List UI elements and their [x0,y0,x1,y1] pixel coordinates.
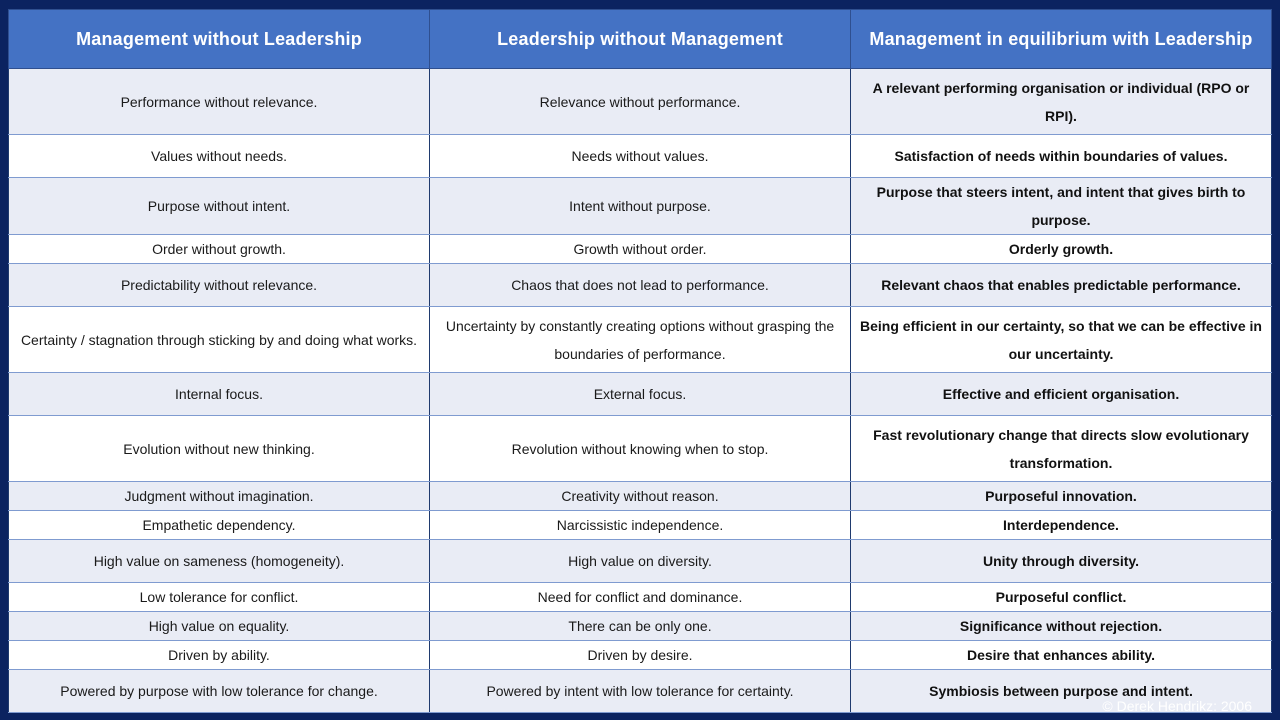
cell-equilibrium: Symbiosis between purpose and intent. [851,670,1272,713]
cell-equilibrium: Orderly growth. [851,235,1272,264]
table-row [9,135,1272,178]
cell-leadership: Relevance without performance. [430,69,851,135]
cell-equilibrium: Purpose that steers intent, and intent that gives birth to purpose. [851,178,1272,235]
cell-leadership: Growth without order. [430,235,851,264]
table-row [9,583,1272,612]
copyright-credit: © Derek Hendrikz: 2006 [1102,698,1252,714]
cell-leadership: Needs without values. [430,135,851,178]
cell-management: Driven by ability. [9,641,430,670]
table-row [9,69,1272,135]
cell-equilibrium: Unity through diversity. [851,540,1272,583]
cell-management: Predictability without relevance. [9,264,430,307]
cell-equilibrium: Interdependence. [851,511,1272,540]
cell-equilibrium: Satisfaction of needs within boundaries of values. [851,135,1272,178]
cell-leadership: There can be only one. [430,612,851,641]
table-row [9,612,1272,641]
cell-management: Low tolerance for conflict. [9,583,430,612]
header-row [9,10,1272,69]
header-management-in-equilibrium: Management in equilibrium with Leadership [851,10,1272,69]
table-row [9,511,1272,540]
cell-management: High value on sameness (homogeneity). [9,540,430,583]
table-row [9,235,1272,264]
cell-equilibrium: Being efficient in our certainty, so that we can be effective in our uncertainty. [851,307,1272,373]
header-leadership-without-management: Leadership without Management [430,10,851,69]
cell-equilibrium: Fast revolutionary change that directs slow evolutionary transformation. [851,416,1272,482]
cell-management: Certainty / stagnation through sticking by and doing what works. [9,307,430,373]
cell-equilibrium: A relevant performing organisation or individual (RPO or RPI). [851,69,1272,135]
table-row [9,670,1272,713]
table-row [9,540,1272,583]
table-row [9,482,1272,511]
cell-equilibrium: Effective and efficient organisation. [851,373,1272,416]
cell-management: Judgment without imagination. [9,482,430,511]
cell-management: Powered by purpose with low tolerance for change. [9,670,430,713]
cell-leadership: Driven by desire. [430,641,851,670]
cell-management: Values without needs. [9,135,430,178]
cell-leadership: Need for conflict and dominance. [430,583,851,612]
table-row [9,307,1272,373]
header-management-without-leadership: Management without Leadership [9,10,430,69]
table-row [9,641,1272,670]
table-row [9,416,1272,482]
cell-management: Order without growth. [9,235,430,264]
cell-management: Performance without relevance. [9,69,430,135]
cell-leadership: Uncertainty by constantly creating options without grasping the boundaries of performance. [430,307,851,373]
table-row [9,373,1272,416]
cell-equilibrium: Purposeful innovation. [851,482,1272,511]
cell-equilibrium: Purposeful conflict. [851,583,1272,612]
cell-leadership: Narcissistic independence. [430,511,851,540]
cell-equilibrium: Desire that enhances ability. [851,641,1272,670]
cell-leadership: Creativity without reason. [430,482,851,511]
cell-management: High value on equality. [9,612,430,641]
cell-equilibrium: Relevant chaos that enables predictable performance. [851,264,1272,307]
cell-leadership: External focus. [430,373,851,416]
cell-leadership: Chaos that does not lead to performance. [430,264,851,307]
cell-leadership: Powered by intent with low tolerance for certainty. [430,670,851,713]
table-row [9,178,1272,235]
cell-management: Purpose without intent. [9,178,430,235]
cell-leadership: Revolution without knowing when to stop. [430,416,851,482]
cell-leadership: High value on diversity. [430,540,851,583]
cell-management: Internal focus. [9,373,430,416]
cell-management: Empathetic dependency. [9,511,430,540]
cell-leadership: Intent without purpose. [430,178,851,235]
table-row [9,264,1272,307]
cell-equilibrium: Significance without rejection. [851,612,1272,641]
cell-management: Evolution without new thinking. [9,416,430,482]
comparison-table [8,9,1272,713]
